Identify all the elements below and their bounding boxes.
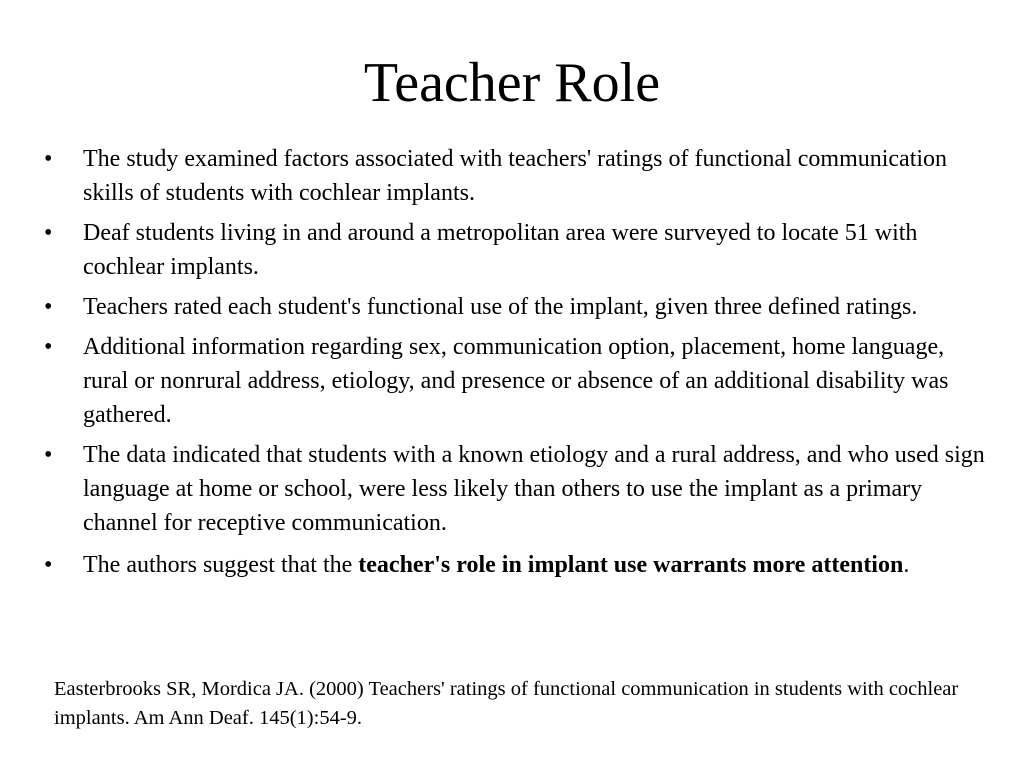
bullet-marker: • — [44, 146, 53, 172]
bullet-marker: • — [44, 334, 53, 360]
slide-title: Teacher Role — [363, 52, 661, 114]
bullet-item — [44, 438, 994, 540]
bullet-item-conclusion — [44, 543, 994, 587]
bullet-item — [44, 216, 994, 284]
bullet-marker: • — [44, 442, 53, 468]
bullet-marker: • — [44, 552, 53, 578]
bullet-item — [44, 290, 994, 324]
bullet-list — [44, 142, 994, 593]
bullet-item — [44, 330, 994, 432]
bullet-text-prefix: The authors suggest that the — [83, 552, 359, 578]
bullet-text-emphasis: teacher's role in implant use warrants more attention — [358, 552, 904, 578]
bullet-text-suffix: . — [903, 552, 910, 578]
bullet-text: The study examined factors associated with teachers' ratings of functional communication skills of students with cochlear implants. — [83, 146, 948, 206]
bullet-text: Deaf students living in and around a metropolitan area were surveyed to locate 51 with cochlear implants. — [83, 220, 918, 280]
bullet-marker: • — [44, 220, 53, 246]
citation: Easterbrooks SR, Mordica JA. (2000) Teachers' ratings of functional communication in students with cochlear implants. Am Ann Deaf. 145(1):54-9. — [54, 678, 959, 729]
bullet-marker: • — [44, 294, 53, 320]
bullet-text: Teachers rated each student's functional use of the implant, given three defined ratings. — [83, 294, 918, 320]
bullet-text: Additional information regarding sex, communication option, placement, home language, rural or nonrural address, etiology, and presence or absence of an additional disability was gathered. — [83, 334, 949, 428]
bullet-text: The data indicated that students with a known etiology and a rural address, and who used sign language at home or school, were less likely than others to use the implant as a primary channel for receptive communication. — [83, 442, 985, 536]
bullet-item — [44, 142, 994, 210]
